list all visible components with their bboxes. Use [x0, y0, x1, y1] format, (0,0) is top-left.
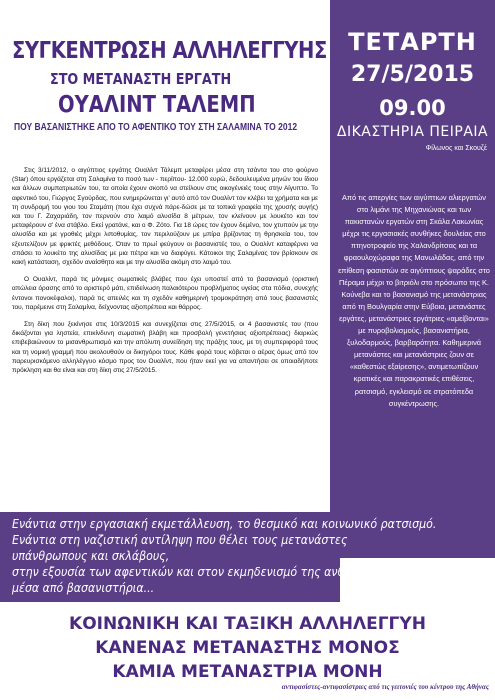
- article-paragraph-3: Στη δίκη που ξεκίνησε στις 10/3/2015 και συνεχίζεται στις 27/5/2015, οι 4 βασανιστές του (που δικάζονται για ληστεία, επικίνδυνη σωματική βλάβη και προσβολή γενετήσιας αξιοπρέπειας) διαρκώς επιβεβαιώνουν το μισανθρωπισμό και την απόλυτη συνείδηση της πράξης τους, με τη συμπεριφορά τους και τη νομική γραμμή που ακολουθούν οι δικηγόροι τους. Κάθε φορά τους κόβεται ο αέρας όμως από τον παρευρισκόμενο αλληλέγγυο κόσμο προς τον Ουαλίντ, που ήταν εκεί για να απαντήσει σε οποιαδήποτε πρόκληση και θα είναι και στη δίκη στις 27/5/2015.: [12, 321, 318, 375]
- slogan-line: υπάνθρωπους και σκλάβους,: [12, 548, 170, 563]
- footer-signature: αντιφασίστες-αντιφασίστριες από τις γειτονιές του κέντρου της Αθήνας: [281, 683, 489, 691]
- slogan-line: μέσα από βασανιστήρια...: [12, 580, 155, 595]
- slogan-line: Ενάντια στην εργασιακή εκμετάλλευση, το θεσμικό και κοινωνικό ρατσισμό.: [12, 516, 437, 531]
- poster-subtitle: ΣΤΟ ΜΕΤΑΝΑΣΤΗ ΕΡΓΑΤΗ: [50, 70, 232, 88]
- article-body: [12, 166, 318, 383]
- poster-title: ΣΥΓΚΕΝΤΡΩΣΗ ΑΛΛΗΛΕΓΓΥΗΣ: [12, 38, 327, 64]
- article-paragraph-1: Στις 3/11/2012, ο αιγύπτιος εργάτης Ουαλίντ Τάλεμπ μεταφέρει μέσα στη τσάντα του στο φούρνο (Star) όπου εργάζεται στη Σαλαμίνα το ποσό των - περίπου- 12.000 ευρώ, δεδουλευμένα μηνών του ίδιου και άλλων συμπατριωτών του, τα οποία έχουν σκοπό να στείλουν στις οικογένειές τους στην Αίγυπτο. Το αφεντικό του, Γιώργος Σγούρδας, που ενημερώνεται γι' αυτό από τον Ουαλίντ τον κλέβει τα χρήματα και με τη συνδρομή του γιου του Σταμάτη (που έχει συχνά πάρε-δώσε με τα τοπικά γραφεία της χρυσής αυγής) και του Γ. Ζαχαριάδη, τον περνούν στο λαιμό αλυσίδα 8 μέτρων, τον κλείνουν με λουκέτο και τον μεταφέρουν σ' ένα στάβλο. Εκεί γρατάνε, και ο Φ. Ζότο. Για 18 ώρες τον έχουν δεμένο, τον χτυπούν με την αλυσίδα και με γροθιές μέχρι λιποθυμίας, τον περιλούζουν με μπίρα βρίζοντας τη θρησκεία του, τον εξευτελίζουν με φρικτές μεθόδους. Όταν το πρωί φεύγουν οι βασανιστές του, ο Ουαλίντ καταφέρνει να σπάσει το λουκέτο της αλυσίδας με μια πέτρα και να διαφύγει. Κάτοικοι της Σαλαμίνας τον βρίσκουν σε κακή κατάσταση, σχεδόν αναίσθητο και με την αλυσίδα ακόμη στο λαιμό του.: [12, 167, 318, 267]
- event-address: Φίλωνος και Σκουζέ: [425, 145, 487, 152]
- bottom-slogan-2: ΚΑΝΕΝΑΣ ΜΕΤΑΝΑΣΤΗΣ ΜΟΝΟΣ: [95, 638, 400, 658]
- poster-tagline: ΠΟΥ ΒΑΣΑΝΙΣΤΗΚΕ ΑΠΟ ΤΟ ΑΦΕΝΤΙΚΟ ΤΟΥ ΣΤΗ ΣΑΛΑΜΙΝΑ ΤΟ 2012: [14, 122, 298, 133]
- side-text: Από τις απεργίες των αιγύπτιων αλιεργατών στο λιμάνι της Μηχανιώνας και των πακιστανών εργατών στη Σκάλα Λακωνίας μέχρι τις εργασιακές συνθήκες δουλείας στο πτηνοτροφείο της Χαλανδρίτσας και τα φραουλοχώραφα της Μανωλάδας, από την επίθεση φασιστών σε αιγύπτιους ψαράδες στο Πέραμα μέχρι το βιτριόλι στο πρόσωπο της Κ. Κούνεβα και το βασανισμό της μετανάστριας από τη Βουλγαρία στην Εύβοια, μετανάστες εργάτες, μετανάστριες εργάτριες «αμείβονται» με πυροβολισμούς, βασανιστήρια, ξυλοδαρμούς, βαρβαρότητα. Καθημερινά μετανάστες και μετανάστριες ζουν σε «καθεστώς εξαίρεσης», αντιμετωπίζουν κρατικές και παρακρατικές επιθέσεις, ρατσισμό, εγκλεισμό σε στρατόπεδα συγκέντρωσης.: [338, 193, 490, 408]
- event-date: 27/5/2015: [350, 62, 475, 87]
- poster-header: [0, 0, 330, 135]
- event-day: ΤΕΤΑΡΤΗ: [348, 28, 477, 56]
- slogan-line: στην εξουσία των αφεντικών και στον εκμηδενισμό της ανθρώπινης υπόστασης: [12, 564, 455, 579]
- article-paragraph-2: Ο Ουαλίντ, παρά τις μόνιμες σωματικές βλάβες που έχει υποστεί από το βασανισμό (οριστική απώλεια όρασης από το αριστερό μάτι, επιδείνωση παλαιότερου προβλήματος υγείας στα πόδια, συνεχής έντονοι πονοκέφαλοι), παρά τις απειλές και τη σχεδόν καθημερινή τρομοκράτηση από τους βασανιστές του, παρέμεινε στη Σαλαμίνα, δείχνοντας αξιοπρέπεια και θάρρος.: [12, 276, 318, 311]
- bottom-slogan-3: ΚΑΜΙΑ ΜΕΤΑΝΑΣΤΡΙΑ ΜΟΝΗ: [112, 662, 383, 682]
- event-place: ΔΙΚΑΣΤΗΡΙΑ ΠΕΙΡΑΙΑ: [336, 124, 489, 140]
- bottom-slogan-1: ΚΟΙΝΩΝΙΚΗ ΚΑΙ ΤΑΞΙΚΗ ΑΛΛΗΛΕΓΓΥΗ: [69, 614, 426, 634]
- event-panel: [330, 0, 495, 512]
- slogans: [12, 516, 482, 596]
- slogan-line: Ενάντια στη ναζιστική αντίληψη που θέλει τους μετανάστες: [12, 532, 348, 547]
- worker-name: ΟΥΑΛΙΝΤ ΤΑΛΕΜΠ: [58, 92, 256, 118]
- event-time: 09.00: [379, 96, 446, 120]
